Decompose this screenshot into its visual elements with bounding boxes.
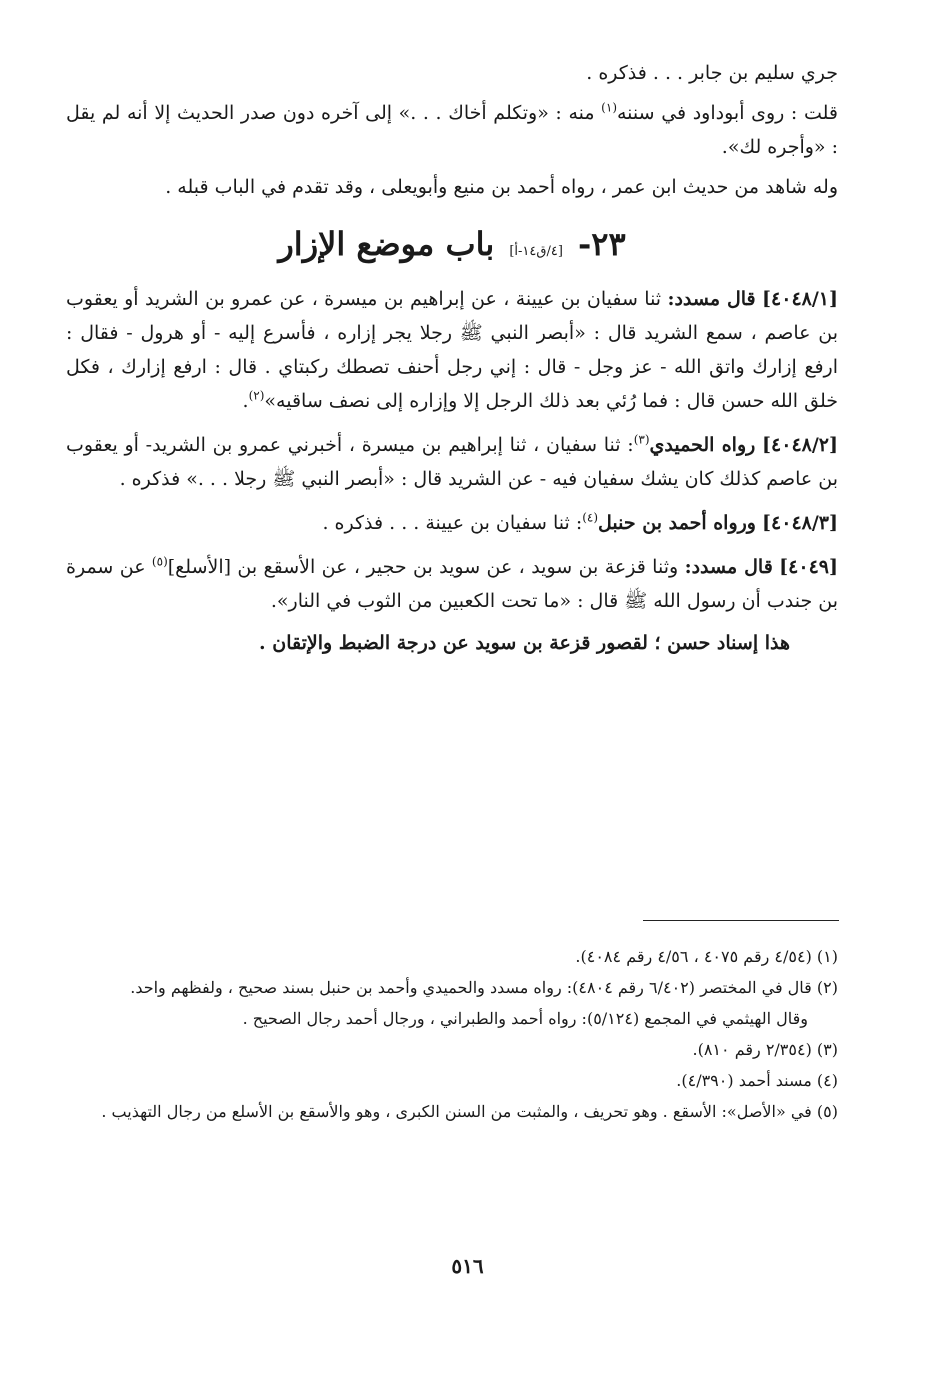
hadith-entry	[66, 550, 838, 618]
footnote-continuation: وقال الهيثمي في المجمع (٥/١٢٤): رواه أحمد والطبراني ، ورجال أحمد رجال الصحيح .	[242, 1009, 808, 1028]
footnote-marker[interactable]: (٢)	[248, 388, 265, 403]
chapter-title: باب موضع الإزار	[278, 225, 495, 263]
hadith-text-end: .	[242, 390, 249, 412]
hadith-text: : ثنا سفيان ، ثنا إبراهيم بن ميسرة ، أخبرني عمرو بن الشريد- أو يعقوب بن عاصم كذلك كان يشك سفيان فيه - عن الشريد قال : «أبصر النبي ﷺ رجلا . . .» فذكره .	[66, 434, 838, 490]
hadith-text: ثنا سفيان بن عيينة ، عن إبراهيم بن ميسرة ، عن عمرو بن الشريد أو يعقوب بن عاصم ، سمع الشريد قال : «أبصر النبي ﷺ رجلا يجر إزاره ، فأسرع إليه - أو هرول - فقال : ارفع إزارك واتق الله - عز وجل - قال : إني رجل أحنف تصطك ركبتاي . قال : ارفع إزارك ، فكل خلق الله حسن قال : فما رُئي بعد ذلك الرجل إلا وإزاره إلى نصف ساقيه»	[66, 288, 838, 412]
isnad-grading: هذا إسناد حسن ؛ لقصور قزعة بن سويد عن درجة الضبط والإتقان .	[259, 632, 790, 654]
hadith-text: وثنا قزعة بن سويد ، عن سويد بن حجير ، عن الأسقع بن [الأسلع]	[167, 556, 685, 578]
hadith-number: [٤٠٤٨/٢]	[762, 434, 839, 456]
hadith-text: : ثنا سفيان بن عيينة . . . فذكره .	[322, 512, 583, 534]
page-number: ٥١٦	[451, 1254, 484, 1278]
hadith-number: [٤٠٤٩]	[779, 556, 838, 578]
footnote-marker[interactable]: (٥)	[151, 554, 168, 569]
narrator-lead: قال مسدد:	[667, 288, 756, 310]
body-paragraph	[66, 96, 838, 164]
footnote-marker[interactable]: (١)	[601, 100, 617, 115]
narrator-lead: رواه الحميدي	[649, 434, 756, 456]
narrator-lead: قال مسدد:	[684, 556, 773, 578]
body-paragraph: جري سليم بن جابر . . . فذكره .	[586, 62, 838, 84]
manuscript-reference: [٤/ق١٤-أ]	[509, 244, 563, 259]
footnote: (٤) مسند أحمد (٤/٣٩٠).	[676, 1071, 838, 1090]
footnote: (٣) (٢/٣٥٤ رقم ٨١٠).	[692, 1040, 838, 1059]
footnote: (٥) في «الأصل»: الأسقع . وهو تحريف ، والمثبت من السنن الكبرى ، وهو والأسقع بن الأسلع من رجال التهذيب .	[101, 1102, 838, 1121]
chapter-number: ٢٣-	[577, 225, 626, 263]
paragraph-text: قلت : روى أبوداود في سننه	[617, 102, 838, 124]
footnote: (١) (٤/٥٤ رقم ٤٠٧٥ ، ٤/٥٦ رقم ٤٠٨٤).	[575, 947, 838, 966]
hadith-entry	[66, 428, 838, 496]
footnote-marker[interactable]: (٣)	[633, 432, 650, 447]
hadith-number: [٤٠٤٨/١]	[762, 288, 838, 310]
body-paragraph: وله شاهد من حديث ابن عمر ، رواه أحمد بن منيع وأبويعلى ، وقد تقدم في الباب قبله .	[165, 176, 838, 198]
footnote-marker[interactable]: (٤)	[582, 510, 599, 525]
hadith-number: [٤٠٤٨/٣]	[762, 512, 838, 534]
main-text	[66, 56, 838, 660]
narrator-lead: ورواه أحمد بن حنبل	[598, 512, 756, 534]
chapter-heading	[66, 218, 838, 270]
footnote-divider	[643, 920, 839, 921]
hadith-entry	[66, 506, 838, 540]
hadith-text: عن سمرة بن جندب أن رسول الله ﷺ قال : «ما تحت الكعبين من الثوب في النار».	[66, 556, 838, 612]
hadith-entry	[66, 282, 838, 418]
paragraph-text: منه : «وتكلم أخاك . . .» إلى آخره دون صدر الحديث إلا أنه لم يقل : «وأجره لك».	[66, 102, 838, 158]
footnotes	[76, 942, 838, 1128]
footnote: (٢) قال في المختصر (٦/٤٠٢ رقم ٤٨٠٤): رواه مسدد والحميدي وأحمد بن حنبل بسند صحيح ، ولفظهم واحد.	[130, 978, 838, 997]
